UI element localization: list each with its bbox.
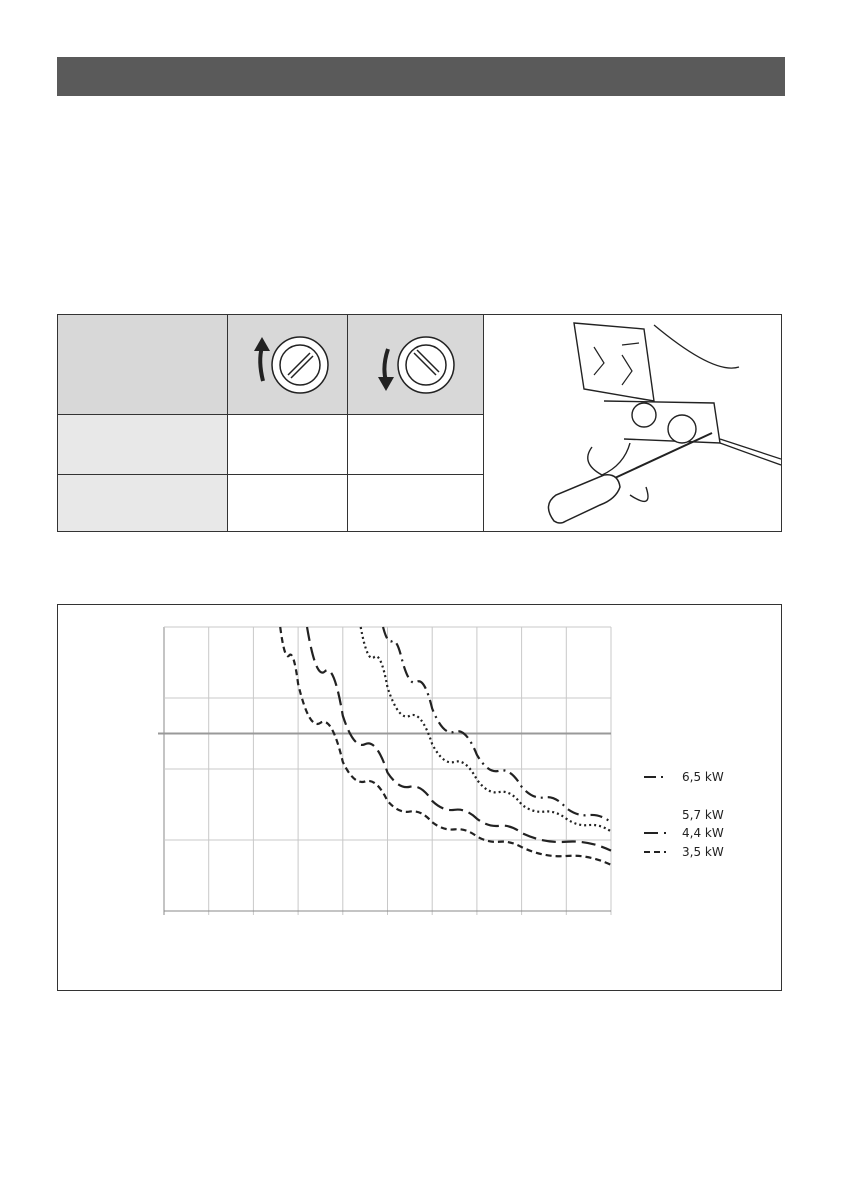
series-line-3 — [280, 627, 611, 865]
performance-chart — [58, 605, 781, 990]
table-header-decrease — [348, 315, 484, 415]
table-row-2-decrease — [348, 475, 484, 531]
table-row-1-increase — [228, 415, 348, 475]
series-line-0 — [383, 627, 611, 822]
table-row-2-increase — [228, 475, 348, 531]
chart-legend — [644, 770, 724, 859]
screw-turn-down-icon — [348, 315, 484, 415]
performance-chart-frame — [57, 604, 782, 991]
table-header-increase — [228, 315, 348, 415]
chart-series — [280, 627, 611, 865]
screwdriver-adjustment-illustration — [484, 315, 781, 531]
series-line-1 — [361, 627, 611, 831]
legend-label-2: 4,4 kW — [682, 826, 724, 840]
screwdriver-adjustment-illustration-drawing — [484, 315, 781, 531]
table-row-2-label — [58, 475, 228, 531]
table-header-blank — [58, 315, 228, 415]
legend-label-0: 6,5 kW — [682, 770, 724, 784]
adjustment-table — [57, 314, 782, 532]
legend-label-3: 3,5 kW — [682, 845, 724, 859]
legend-label-1: 5,7 kW — [682, 808, 724, 822]
table-row-1-label — [58, 415, 228, 475]
table-row-1-decrease — [348, 415, 484, 475]
section-header-bar — [57, 57, 785, 96]
series-line-2 — [307, 627, 611, 851]
screw-turn-up-icon — [228, 315, 348, 415]
